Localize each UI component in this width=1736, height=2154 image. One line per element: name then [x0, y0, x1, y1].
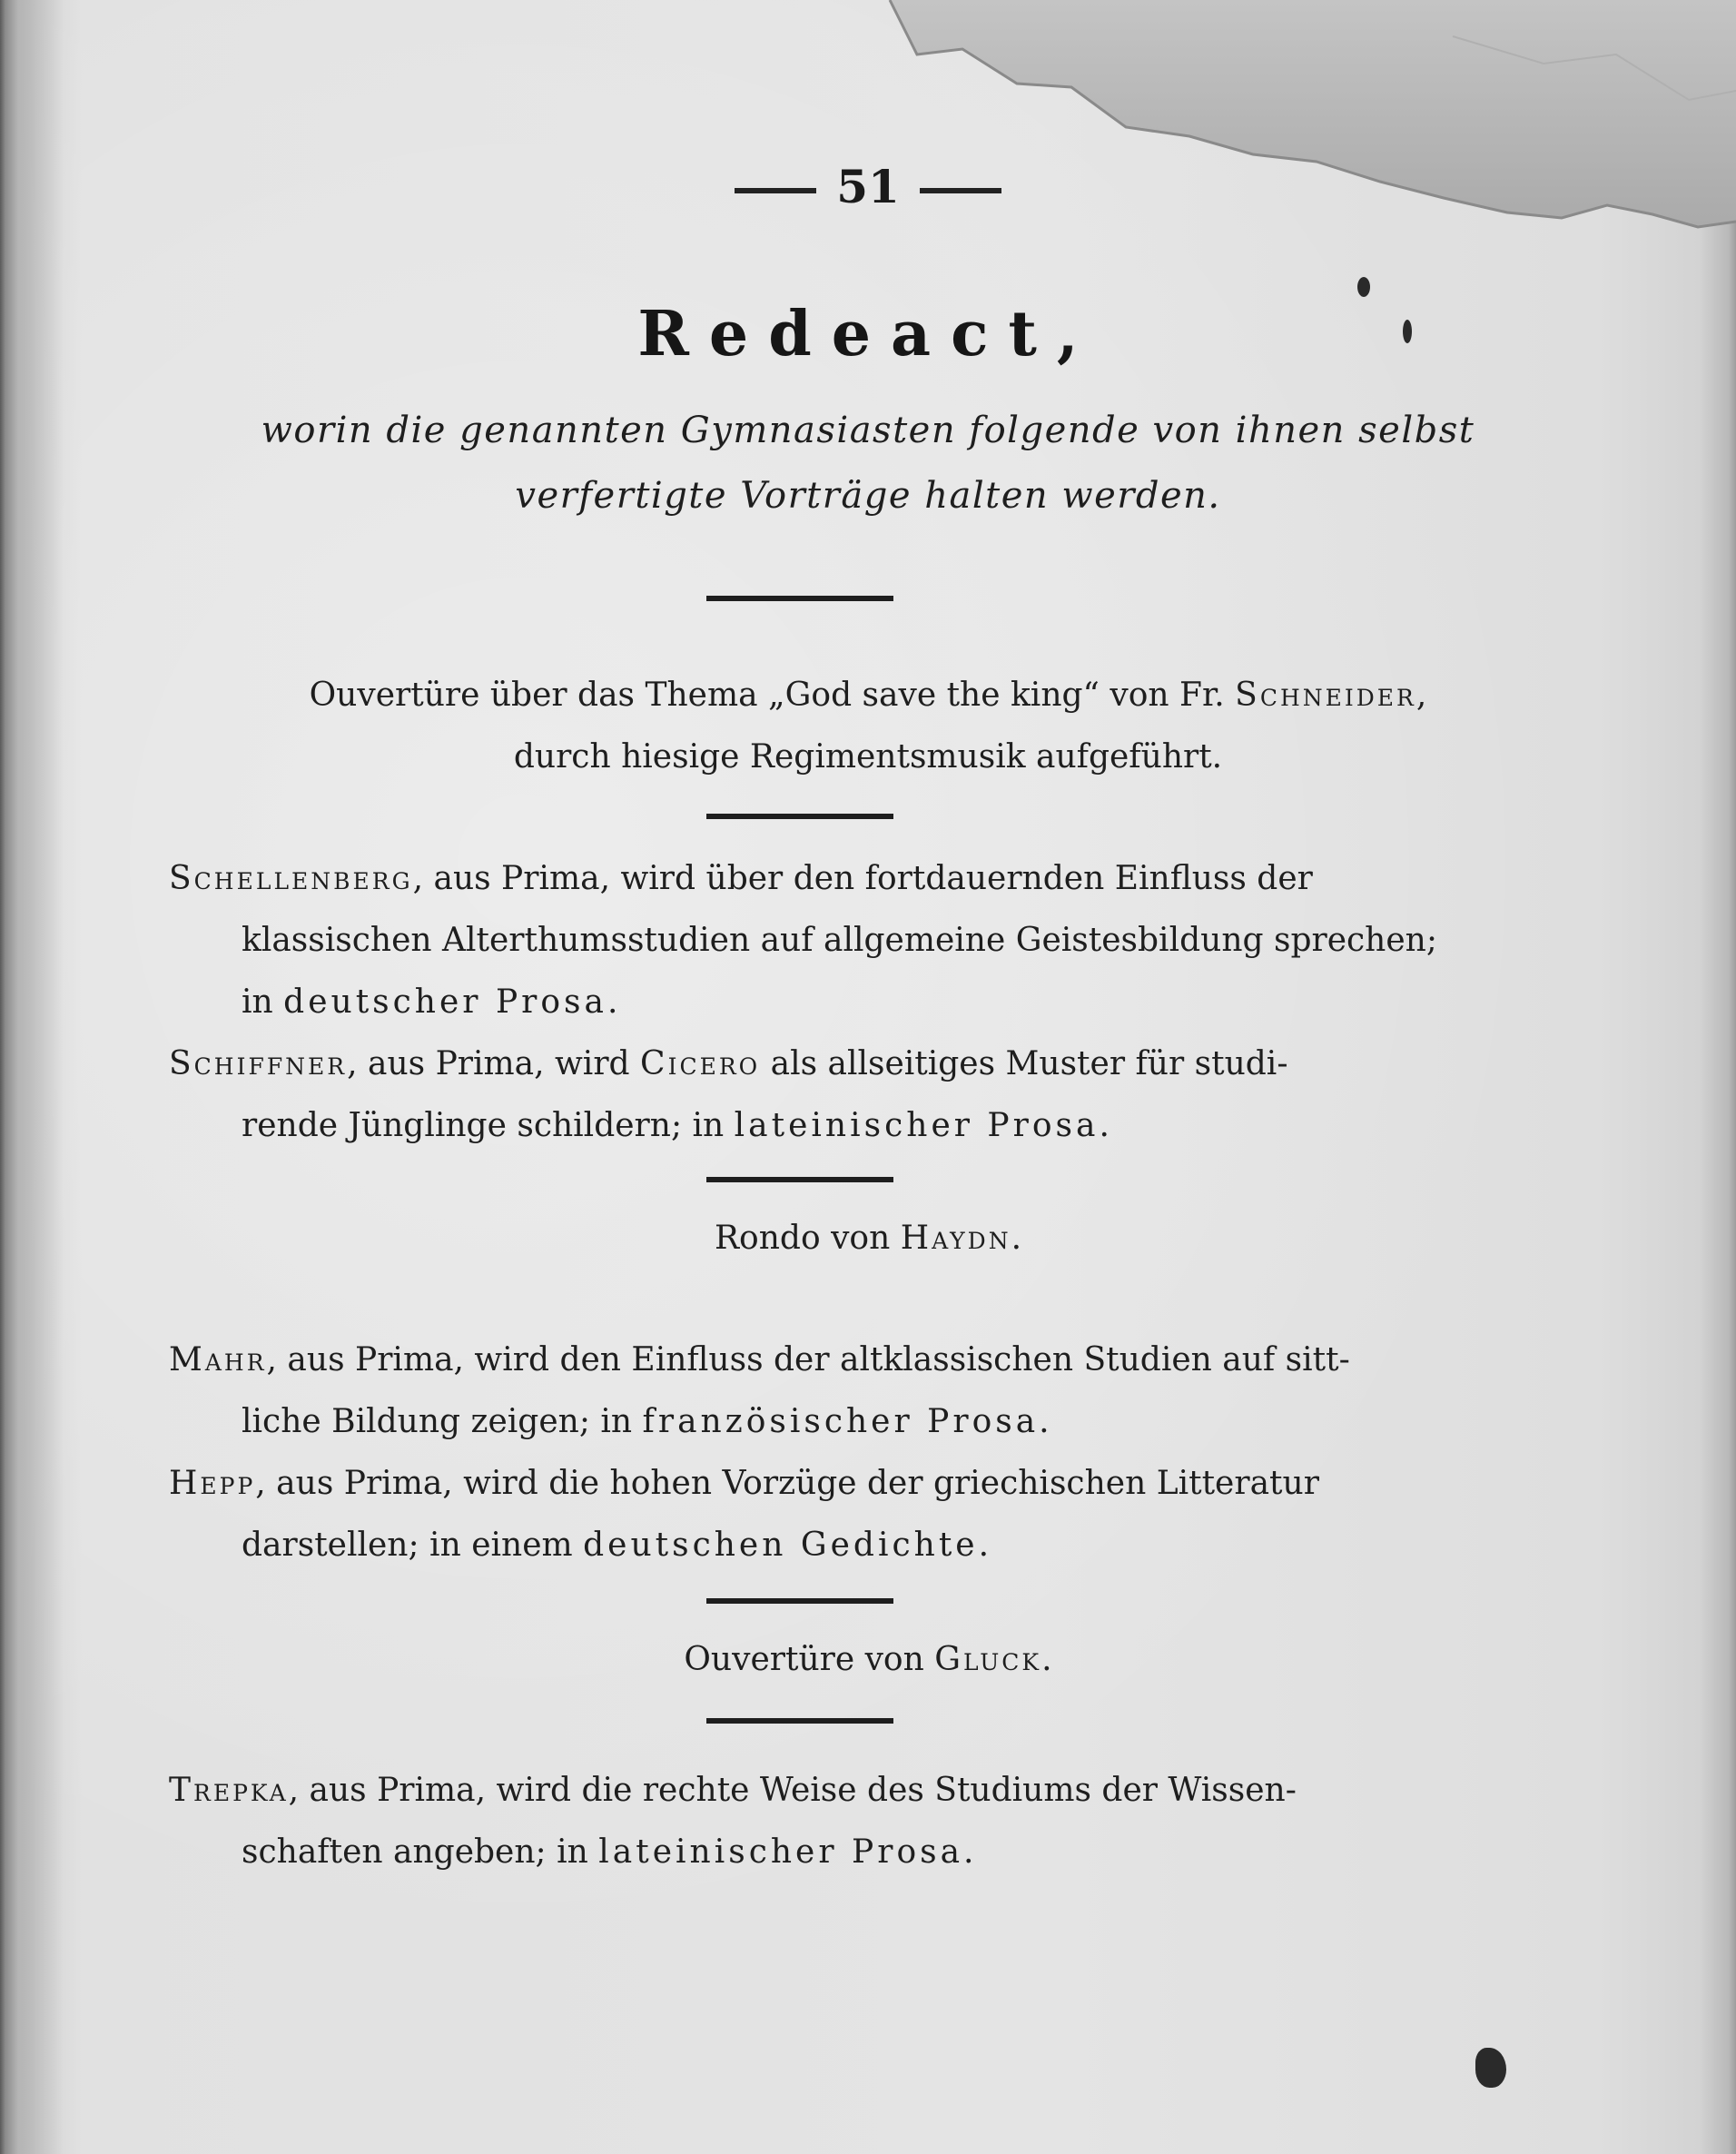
- text-fragment: , aus Prima, wird über den fortdauernden Einfluss der: [412, 860, 1313, 897]
- text-fragment: Rondo von: [714, 1220, 901, 1257]
- section-divider: [706, 1718, 893, 1724]
- page-number-header: [0, 160, 1736, 213]
- text-fragment: schaften angeben; in: [242, 1833, 599, 1871]
- text-fragment: liche Bildung zeigen; in: [242, 1403, 643, 1440]
- program-line: [169, 848, 1640, 910]
- program-line: klassischen Alterthumsstudien auf allgemeine Geistesbildung sprechen;: [242, 922, 1437, 959]
- language-label: lateinischer Prosa.: [598, 1833, 978, 1871]
- program-line: [169, 1329, 1640, 1391]
- program-line: [169, 1760, 1640, 1822]
- program-item-mahr: [169, 1329, 1640, 1453]
- composer-name: Haydn: [900, 1220, 1011, 1257]
- program-item-schiffner: [169, 1033, 1640, 1157]
- language-label: französischer Prosa.: [642, 1403, 1053, 1440]
- text-fragment: ,: [1415, 677, 1427, 714]
- text-fragment: .: [1041, 1641, 1052, 1678]
- program-item-rondo: [109, 1208, 1627, 1270]
- page-subtitle: [136, 398, 1600, 529]
- speaker-name: Schellenberg: [169, 860, 413, 897]
- text-fragment: , aus Prima, wird: [347, 1045, 641, 1082]
- program-item-schellenberg: [169, 848, 1640, 1033]
- program-line: [109, 1208, 1627, 1270]
- program-line: [169, 1822, 1640, 1883]
- program-item-hepp: [169, 1453, 1640, 1576]
- program-line: [169, 1391, 1640, 1453]
- program-item-trepka: [169, 1760, 1640, 1883]
- language-label: lateinischer Prosa.: [734, 1107, 1113, 1144]
- text-fragment: , aus Prima, wird die rechte Weise des Studiums der Wissen-: [288, 1772, 1297, 1809]
- subtitle-line: worin die genannten Gymnasiasten folgende von ihnen selbst: [261, 410, 1475, 451]
- section-divider: [706, 814, 893, 819]
- program-item-overture-1: [109, 665, 1627, 788]
- speaker-name: Hepp: [169, 1465, 256, 1502]
- program-item-overture-2: [109, 1629, 1627, 1691]
- subtitle-line: verfertigte Vorträge halten werden.: [515, 475, 1221, 517]
- section-divider: [706, 596, 893, 601]
- text-fragment: Ouvertüre über das Thema „God save the king“ von Fr.: [309, 677, 1236, 714]
- header-dash-left: [735, 188, 816, 193]
- page-number: 51: [836, 160, 900, 213]
- text-fragment: als allseitiges Muster für studi-: [760, 1045, 1288, 1082]
- program-line: [169, 1515, 1640, 1576]
- language-label: deutschen Gedichte.: [583, 1527, 993, 1564]
- text-fragment: .: [1011, 1220, 1022, 1257]
- program-line: [169, 972, 1640, 1033]
- text-fragment: in: [242, 983, 284, 1021]
- text-fragment: , aus Prima, wird die hohen Vorzüge der griechischen Litteratur: [255, 1465, 1319, 1502]
- program-line: [169, 1095, 1640, 1157]
- text-fragment: rende Jünglinge schildern; in: [242, 1107, 735, 1144]
- program-line: [169, 1033, 1640, 1095]
- section-divider: [706, 1598, 893, 1604]
- language-label: deutscher Prosa.: [283, 983, 622, 1021]
- speaker-name: Trepka: [169, 1772, 289, 1809]
- program-line: [109, 665, 1627, 726]
- text-fragment: Ouvertüre von: [684, 1641, 935, 1678]
- text-fragment: darstellen; in einem: [242, 1527, 584, 1564]
- text-fragment: , aus Prima, wird den Einfluss der altklassischen Studien auf sitt-: [266, 1341, 1350, 1378]
- program-line: durch hiesige Regimentsmusik aufgeführt.: [513, 738, 1223, 776]
- program-line: [109, 1629, 1627, 1691]
- page-title: Redeact,: [637, 298, 1099, 371]
- program-line: [169, 1453, 1640, 1515]
- author-name: Cicero: [640, 1045, 761, 1082]
- composer-name: Gluck: [934, 1641, 1042, 1678]
- speaker-name: Mahr: [169, 1341, 267, 1378]
- composer-name: Schneider: [1235, 677, 1416, 714]
- header-dash-right: [920, 188, 1001, 193]
- speaker-name: Schiffner: [169, 1045, 348, 1082]
- section-divider: [706, 1177, 893, 1182]
